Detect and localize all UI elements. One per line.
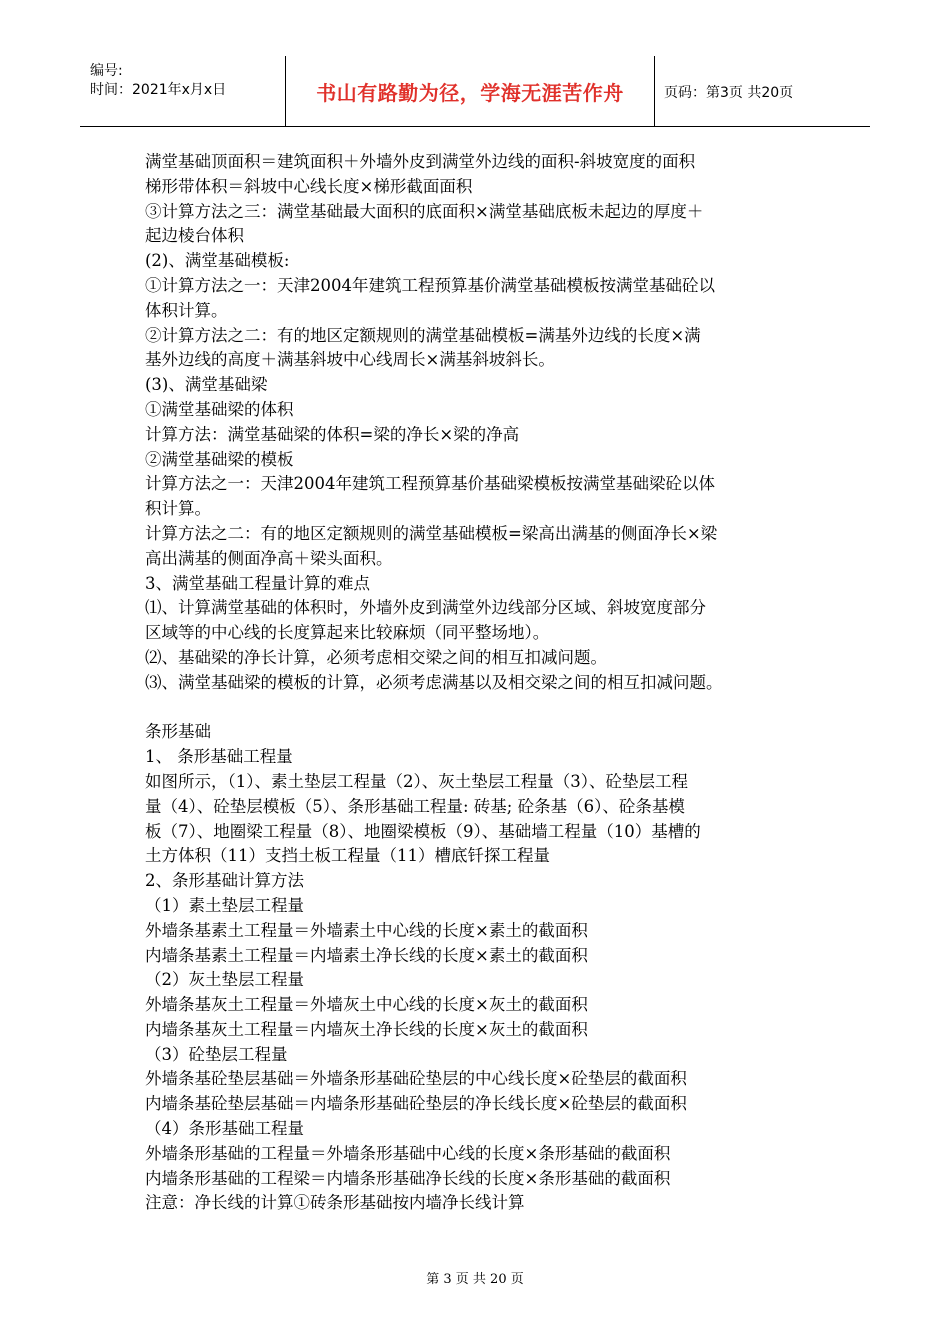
body-line: 区域等的中心线的长度算起来比较麻烦（同平整场地）。 bbox=[145, 623, 550, 643]
body-line: 内墙条基灰土工程量＝内墙灰土净长线的长度×灰土的截面积 bbox=[145, 1019, 588, 1039]
body-line: 内墙条基素土工程量＝内墙素土净长线的长度×素土的截面积 bbox=[145, 945, 588, 965]
body-line: （1）素土垫层工程量 bbox=[145, 895, 304, 915]
body-line: ⑶、满堂基础梁的模板的计算，必须考虑满基以及相交梁之间的相互扣减问题。 bbox=[145, 672, 723, 692]
document-body bbox=[145, 150, 810, 1216]
body-line: 注意：净长线的计算①砖条形基础按内墙净长线计算 bbox=[145, 1193, 525, 1213]
body-line: 基外边线的高度＋满基斜坡中心线周长×满基斜坡斜长。 bbox=[145, 350, 555, 370]
body-line: （2）灰土垫层工程量 bbox=[145, 970, 304, 990]
body-line: ②满堂基础梁的模板 bbox=[145, 449, 294, 469]
paragraph-gap bbox=[145, 696, 810, 721]
body-line: ⑵、基础梁的净长计算，必须考虑相交梁之间的相互扣减问题。 bbox=[145, 647, 607, 667]
body-line: 梯形带体积＝斜坡中心线长度×梯形截面面积 bbox=[145, 176, 473, 196]
body-line: （4）条形基础工程量 bbox=[145, 1119, 304, 1139]
body-line: 体积计算。 bbox=[145, 300, 228, 320]
document-date-label: 时间：2021年x月x日 bbox=[90, 82, 227, 98]
header-page-info: 页码：第3页 共20页 bbox=[664, 85, 794, 101]
body-line: 3、满堂基础工程量计算的难点 bbox=[145, 573, 370, 593]
body-line: 内墙条基砼垫层基础＝内墙条形基础砼垫层的净长线长度×砼垫层的截面积 bbox=[145, 1094, 687, 1114]
body-line: 高出满基的侧面净高＋梁头面积。 bbox=[145, 548, 393, 568]
body-line: ③计算方法之三：满堂基础最大面积的底面积×满堂基础底板未起边的厚度＋ bbox=[145, 201, 704, 221]
body-line: （3）砼垫层工程量 bbox=[145, 1044, 288, 1064]
body-line: 计算方法之一：天津2004年建筑工程预算基价基础梁模板按满堂基础梁砼以体 bbox=[145, 474, 715, 494]
header-motto-box bbox=[285, 56, 655, 126]
body-line: 板（7）、地圈梁工程量（8）、地圈梁模板（9）、基础墙工程量（10）基槽的 bbox=[145, 821, 701, 841]
body-line: ②计算方法之二：有的地区定额规则的满堂基础模板=满基外边线的长度×满 bbox=[145, 325, 701, 345]
body-line: 土方体积（11）支挡土板工程量（11）槽底钎探工程量 bbox=[145, 846, 550, 866]
body-line: 1、 条形基础工程量 bbox=[145, 747, 293, 767]
body-line: (2)、满堂基础模板: bbox=[145, 251, 290, 271]
body-line: 满堂基础顶面积＝建筑面积＋外墙外皮到满堂外边线的面积-斜坡宽度的面积 bbox=[145, 152, 696, 171]
section-heading: 条形基础 bbox=[145, 722, 211, 742]
document-number-label: 编号: bbox=[90, 63, 123, 79]
body-line: ①计算方法之一：天津2004年建筑工程预算基价满堂基础模板按满堂基础砼以 bbox=[145, 275, 715, 295]
body-line: 计算方法之二：有的地区定额规则的满堂基础模板=梁高出满基的侧面净长×梁 bbox=[145, 523, 718, 543]
page-header bbox=[80, 56, 870, 127]
body-line: 内墙条形基础的工程梁＝内墙条形基础净长线的长度×条形基础的截面积 bbox=[145, 1168, 671, 1188]
body-line: ⑴、计算满堂基础的体积时，外墙外皮到满堂外边线部分区域、斜坡宽度部分 bbox=[145, 598, 706, 618]
body-line: (3)、满堂基础梁 bbox=[145, 375, 268, 395]
body-line: 积计算。 bbox=[145, 499, 211, 519]
header-meta bbox=[90, 62, 226, 100]
body-line: ①满堂基础梁的体积 bbox=[145, 399, 294, 419]
body-line: 外墙条基灰土工程量＝外墙灰土中心线的长度×灰土的截面积 bbox=[145, 995, 588, 1015]
body-line: 如图所示，（1）、素土垫层工程量（2）、灰土垫层工程量（3）、砼垫层工程 bbox=[145, 771, 688, 791]
body-line: 外墙条基素土工程量＝外墙素土中心线的长度×素土的截面积 bbox=[145, 920, 588, 940]
body-line: 外墙条基砼垫层基础＝外墙条形基础砼垫层的中心线长度×砼垫层的截面积 bbox=[145, 1069, 687, 1089]
header-motto: 书山有路勤为径，学海无涯苦作舟 bbox=[316, 80, 624, 105]
page-footer: 第 3 页 共 20 页 bbox=[426, 1272, 524, 1287]
body-line: 量（4）、砼垫层模板（5）、条形基础工程量: 砖基; 砼条基（6）、砼条基模 bbox=[145, 796, 685, 816]
body-line: 计算方法：满堂基础梁的体积=梁的净长×梁的净高 bbox=[145, 424, 520, 444]
body-line: 外墙条形基础的工程量＝外墙条形基础中心线的长度×条形基础的截面积 bbox=[145, 1143, 671, 1163]
body-line: 起边棱台体积 bbox=[145, 226, 244, 246]
body-line: 2、条形基础计算方法 bbox=[145, 871, 304, 891]
